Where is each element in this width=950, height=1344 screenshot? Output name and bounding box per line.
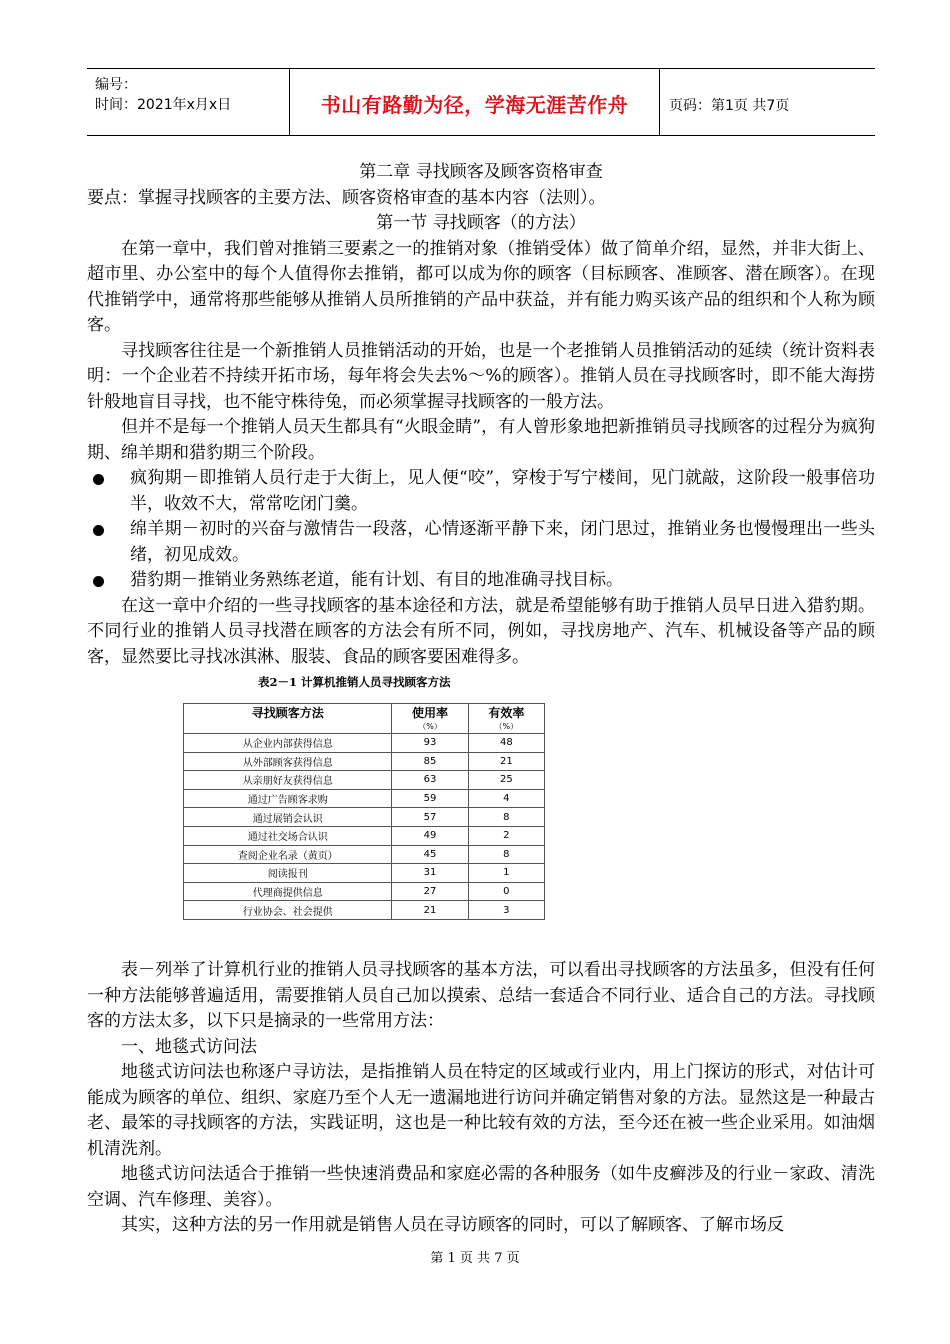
table-cell: 通过广告顾客求购 [184, 789, 392, 808]
header-meta [95, 75, 231, 115]
list-item-text: 猎豹期－推销业务熟练老道，能有计划、有目的地准确寻找目标。 [130, 570, 623, 590]
table-row [184, 826, 545, 845]
stage-list [87, 466, 875, 594]
table-cell: 63 [392, 771, 468, 790]
section-title: 第一节 寻找顾客（的方法） [376, 213, 586, 233]
table-cell: 从企业内部获得信息 [184, 734, 392, 753]
doc-number-label: 编号： [95, 77, 137, 93]
table-cell: 从亲朋好友获得信息 [184, 771, 392, 790]
table-row [184, 808, 545, 827]
table-row [184, 901, 545, 920]
table-cell: 57 [392, 808, 468, 827]
table-cell: 8 [468, 845, 544, 864]
table-cell: 通过社交场合认识 [184, 826, 392, 845]
page-header [87, 68, 875, 136]
table-cell: 从外部顾客获得信息 [184, 752, 392, 771]
table-cell: 25 [468, 771, 544, 790]
table-header-effectiveness: 有效率 （%） [468, 704, 544, 734]
paragraph: 其实，这种方法的另一作用就是销售人员在寻访顾客的同时，可以了解顾客、了解市场反 [121, 1215, 784, 1235]
table-cell: 85 [392, 752, 468, 771]
table-cell: 31 [392, 864, 468, 883]
document-body [87, 160, 875, 670]
table-row [184, 882, 545, 901]
list-item [87, 466, 875, 517]
table-cell: 21 [392, 901, 468, 920]
list-item [87, 517, 875, 568]
table-cell: 0 [468, 882, 544, 901]
key-points: 要点：掌握寻找顾客的主要方法、顾客资格审查的基本内容（法则）。 [87, 187, 606, 208]
table-cell: 48 [468, 734, 544, 753]
doc-time-label: 时间：2021年x月x日 [95, 97, 232, 113]
table-header-row [184, 704, 545, 734]
subheading: 一、地毯式访问法 [121, 1036, 257, 1057]
table-header-method: 寻找顾客方法 [184, 704, 392, 734]
header-motto: 书山有路勤为径，学海无涯苦作舟 [320, 93, 629, 117]
table-row [184, 845, 545, 864]
paragraph: 寻找顾客往往是一个新推销人员推销活动的开始，也是一个老推销人员推销活动的延续（统计资料表明：一个企业若不持续开拓市场，每年将会失去%～%的顾客）。推销人员在寻找顾客时，即不能大海捞针般地盲目寻找，也不能守株待兔，而必须掌握寻找顾客的一般方法。 [87, 340, 875, 412]
paragraph: 但并不是每一个推销人员天生都具有“火眼金睛”，有人曾形象地把新推销员寻找顾客的过程分为疯狗期、绵羊期和猎豹期三个阶段。 [87, 417, 875, 463]
table-row [184, 734, 545, 753]
table-cell: 代理商提供信息 [184, 882, 392, 901]
table-cell: 8 [468, 808, 544, 827]
page-footer: 第 1 页 共 7 页 [430, 1251, 520, 1266]
header-divider [659, 69, 660, 135]
table-cell: 93 [392, 734, 468, 753]
table-row [184, 864, 545, 883]
paragraph: 表－列举了计算机行业的推销人员寻找顾客的基本方法，可以看出寻找顾客的方法虽多，但没有任何一种方法能够普遍适用，需要推销人员自己加以摸索、总结一套适合不同行业、适合自己的方法。寻找顾客的方法太多，以下只是摘录的一些常用方法： [87, 960, 875, 1031]
table-cell: 查阅企业名录（黄页） [184, 845, 392, 864]
bullet-icon [93, 474, 104, 485]
document-body-continued [87, 958, 875, 1239]
table-cell: 阅读报刊 [184, 864, 392, 883]
table-cell: 2 [468, 826, 544, 845]
table-cell: 49 [392, 826, 468, 845]
list-item-text: 绵羊期－初时的兴奋与激情告一段落，心情逐渐平静下来，闭门思过，推销业务也慢慢理出一些头绪，初见成效。 [130, 519, 875, 565]
methods-table [183, 703, 545, 920]
table-cell: 3 [468, 901, 544, 920]
table-cell: 4 [468, 789, 544, 808]
list-item [87, 568, 875, 594]
table-cell: 45 [392, 845, 468, 864]
chapter-title: 第二章 寻找顾客及顾客资格审查 [359, 162, 603, 182]
list-item-text: 疯狗期－即推销人员行走于大街上，见人便“咬”，穿梭于写宁楼间，见门就敲，这阶段一般事倍功半，收效不大，常常吃闭门羹。 [130, 468, 875, 514]
table-header-usage: 使用率 （%） [392, 704, 468, 734]
header-page-label: 页码：第1页 共7页 [669, 98, 790, 114]
table-cell: 21 [468, 752, 544, 771]
bullet-icon [93, 525, 104, 536]
paragraph: 地毯式访问法也称逐户寻访法，是指推销人员在特定的区域或行业内，用上门探访的形式，对估计可能成为顾客的单位、组织、家庭乃至个人无一遗漏地进行访问并确定销售对象的方法。显然这是一种最古老、最笨的寻找顾客的方法，实践证明，这也是一种比较有效的方法，至今还在被一些企业采用。如油烟机清洗剂。 [87, 1062, 875, 1159]
table-cell: 行业协会、社会提供 [184, 901, 392, 920]
table-row [184, 771, 545, 790]
paragraph: 在第一章中，我们曾对推销三要素之一的推销对象（推销受体）做了简单介绍，显然，并非大街上、超市里、办公室中的每个人值得你去推销，都可以成为你的顾客（目标顾客、准顾客、潜在顾客）。在现代推销学中，通常将那些能够从推销人员所推销的产品中获益，并有能力购买该产品的组织和个人称为顾客。 [87, 238, 875, 335]
table-row [184, 752, 545, 771]
table-row [184, 789, 545, 808]
paragraph: 在这一章中介绍的一些寻找顾客的基本途径和方法，就是希望能够有助于推销人员早日进入猎豹期。不同行业的推销人员寻找潜在顾客的方法会有所不同，例如，寻找房地产、汽车、机械设备等产品的顾客，显然要比寻找冰淇淋、服装、食品的顾客要困难得多。 [87, 595, 875, 667]
table-cell: 通过展销会认识 [184, 808, 392, 827]
table-cell: 27 [392, 882, 468, 901]
table-caption: 表2－1 计算机推销人员寻找顾客方法 [258, 675, 451, 689]
paragraph: 地毯式访问法适合于推销一些快速消费品和家庭必需的各种服务（如牛皮癣涉及的行业－家政、清洗空调、汽车修理、美容）。 [87, 1164, 875, 1210]
table-cell: 59 [392, 789, 468, 808]
table-cell: 1 [468, 864, 544, 883]
bullet-icon [93, 576, 104, 587]
